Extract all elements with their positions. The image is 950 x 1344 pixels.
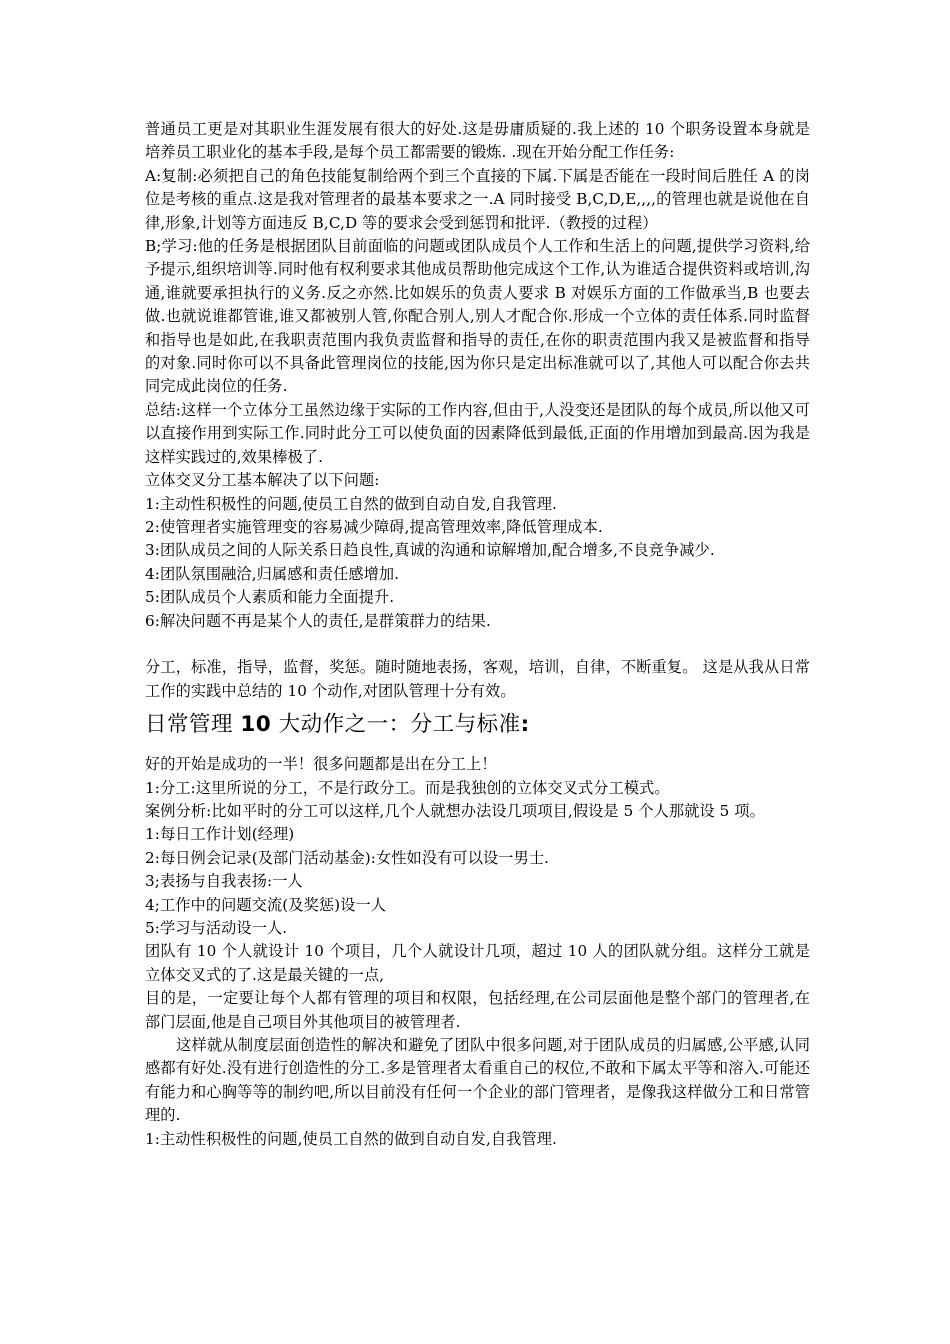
list-item: 5:学习与活动设一人. — [145, 918, 288, 937]
list-item: 2:每日例会记录(及部门活动基金):女性如没有可以设一男士. — [145, 848, 550, 867]
list-item: 5:团队成员个人素质和能力全面提升. — [145, 588, 395, 607]
list-intro: 立体交叉分工基本解决了以下问题: — [145, 471, 380, 490]
text-paragraph: 普通员工更是对其职业生涯发展有很大的好处.这是毋庸质疑的.我上述的 10 个职务设置本身就是培养员工职业化的基本手段,是每个员工都需要的锻炼. .现在开始分配工作任务: — [145, 120, 810, 162]
text-paragraph: A:复制:必须把自己的角色技能复制给两个到三个直接的下属.下属是否能在一段时间后胜任 A 的岗位是考核的重点.这是我对管理者的最基本要求之一.A 同时接受 B,C,D,E,,,,的管理也就是说他在自律,形象,计划等方面违反 B,C,D 等的要求会受到惩罚和批评.（教授的过程） — [145, 166, 810, 232]
actions-summary-paragraph: 分工，标准，指导，监督，奖惩。随时随地表扬，客观，培训，自律，不断重复。 这是从我从日常工作的实践中总结的 10 个动作,对团队管理十分有效。 — [145, 658, 810, 700]
text-paragraph: 团队有 10 个人就设计 10 个项目，几个人就设计几项，超过 10 人的团队就分组。这样分工就是立体交叉式的了.这是最关键的一点, — [145, 942, 810, 984]
list-item: 2:使管理者实施管理变的容易减少障碍,提高管理效率,降低管理成本. — [145, 517, 603, 536]
summary-paragraph: 总结:这样一个立体分工虽然边缘于实际的工作内容,但由于,人没变还是团队的每个成员,所以他又可以直接作用到实际工作.同时此分工可以使负面的因素降低到最低,正面的作用增加到最高.因为我是这样实践过的,效果棒极了. — [145, 400, 810, 466]
heading-text-mid: 大动作之一：分工与标准 — [271, 712, 521, 738]
heading-number: 10 — [240, 712, 272, 738]
list-item: 6:解决问题不再是某个人的责任,是群策群力的结果. — [145, 611, 491, 630]
blank-line — [145, 633, 810, 656]
text-paragraph: B;学习:他的任务是根据团队目前面临的问题或团队成员个人工作和生活上的问题,提供学习资料,给予提示,组织培训等.同时他有权利要求其他成员帮助他完成这个工作,认为谁适合提供资料或培训,沟通,谁就要承担执行的义务.反之亦然.比如娱乐的负责人要求 B 对娱乐方面的工作做承当,B 也要去做.也就说谁都管谁,谁又都被别人管,你配合别人,别人才配合你.形成一个立体的责任体系.同时监督和指导也是如此,在我职责范围内我负责监督和指导的责任,在你的职责范围内我又是被监督和指导的对象.同时你可以不具备此管理岗位的技能,因为你只是定出标准就可以了,其他人可以配合你去共同完成此岗位的任务. — [145, 237, 810, 396]
list-item: 1:主动性积极性的问题,使员工自然的做到自动自发,自我管理. — [145, 494, 557, 513]
heading-colon: : — [520, 712, 530, 738]
indented-paragraph: 这样就从制度层面创造性的解决和避免了团队中很多问题,对于团队成员的归属感,公平感,认同感都有好处.没有进行创造性的分工.多是管理者太看重自己的权位,不敢和下属太平等和溶入.可能还有能力和心胸等等的制约吧,所以目前没有任何一个企业的部门管理者，是像我这样做分工和日常管理的. — [145, 1036, 810, 1125]
list-item: 4;工作中的问题交流(及奖惩)设一人 — [145, 895, 387, 914]
case-analysis-paragraph: 案例分析:比如平时的分工可以这样,几个人就想办法设几项项目,假设是 5 个人那就设 5 项。 — [145, 801, 765, 820]
list-item: 1:每日工作计划(经理) — [145, 825, 295, 844]
list-item: 1:主动性积极性的问题,使员工自然的做到自动自发,自我管理. — [145, 1129, 557, 1148]
list-item: 3;表扬与自我表扬:一人 — [145, 872, 303, 891]
list-item: 3:团队成员之间的人际关系日趋良性,真诚的沟通和谅解增加,配合增多,不良竞争减少. — [145, 541, 715, 560]
text-paragraph: 目的是，一定要让每个人都有管理的项目和权限，包括经理,在公司层面他是整个部门的管理者,在部门层面,他是自己项目外其他项目的被管理者. — [145, 989, 810, 1031]
section-heading — [145, 709, 810, 741]
list-item: 4:团队氛围融洽,归属感和责任感增加. — [145, 564, 400, 583]
document-page — [145, 118, 810, 1151]
text-paragraph: 好的开始是成功的一半！很多问题都是出在分工上！ — [145, 755, 497, 774]
heading-text-pre: 日常管理 — [145, 712, 241, 738]
text-paragraph: 1:分工:这里所说的分工，不是行政分工。而是我独创的立体交叉式分工模式。 — [145, 778, 670, 797]
